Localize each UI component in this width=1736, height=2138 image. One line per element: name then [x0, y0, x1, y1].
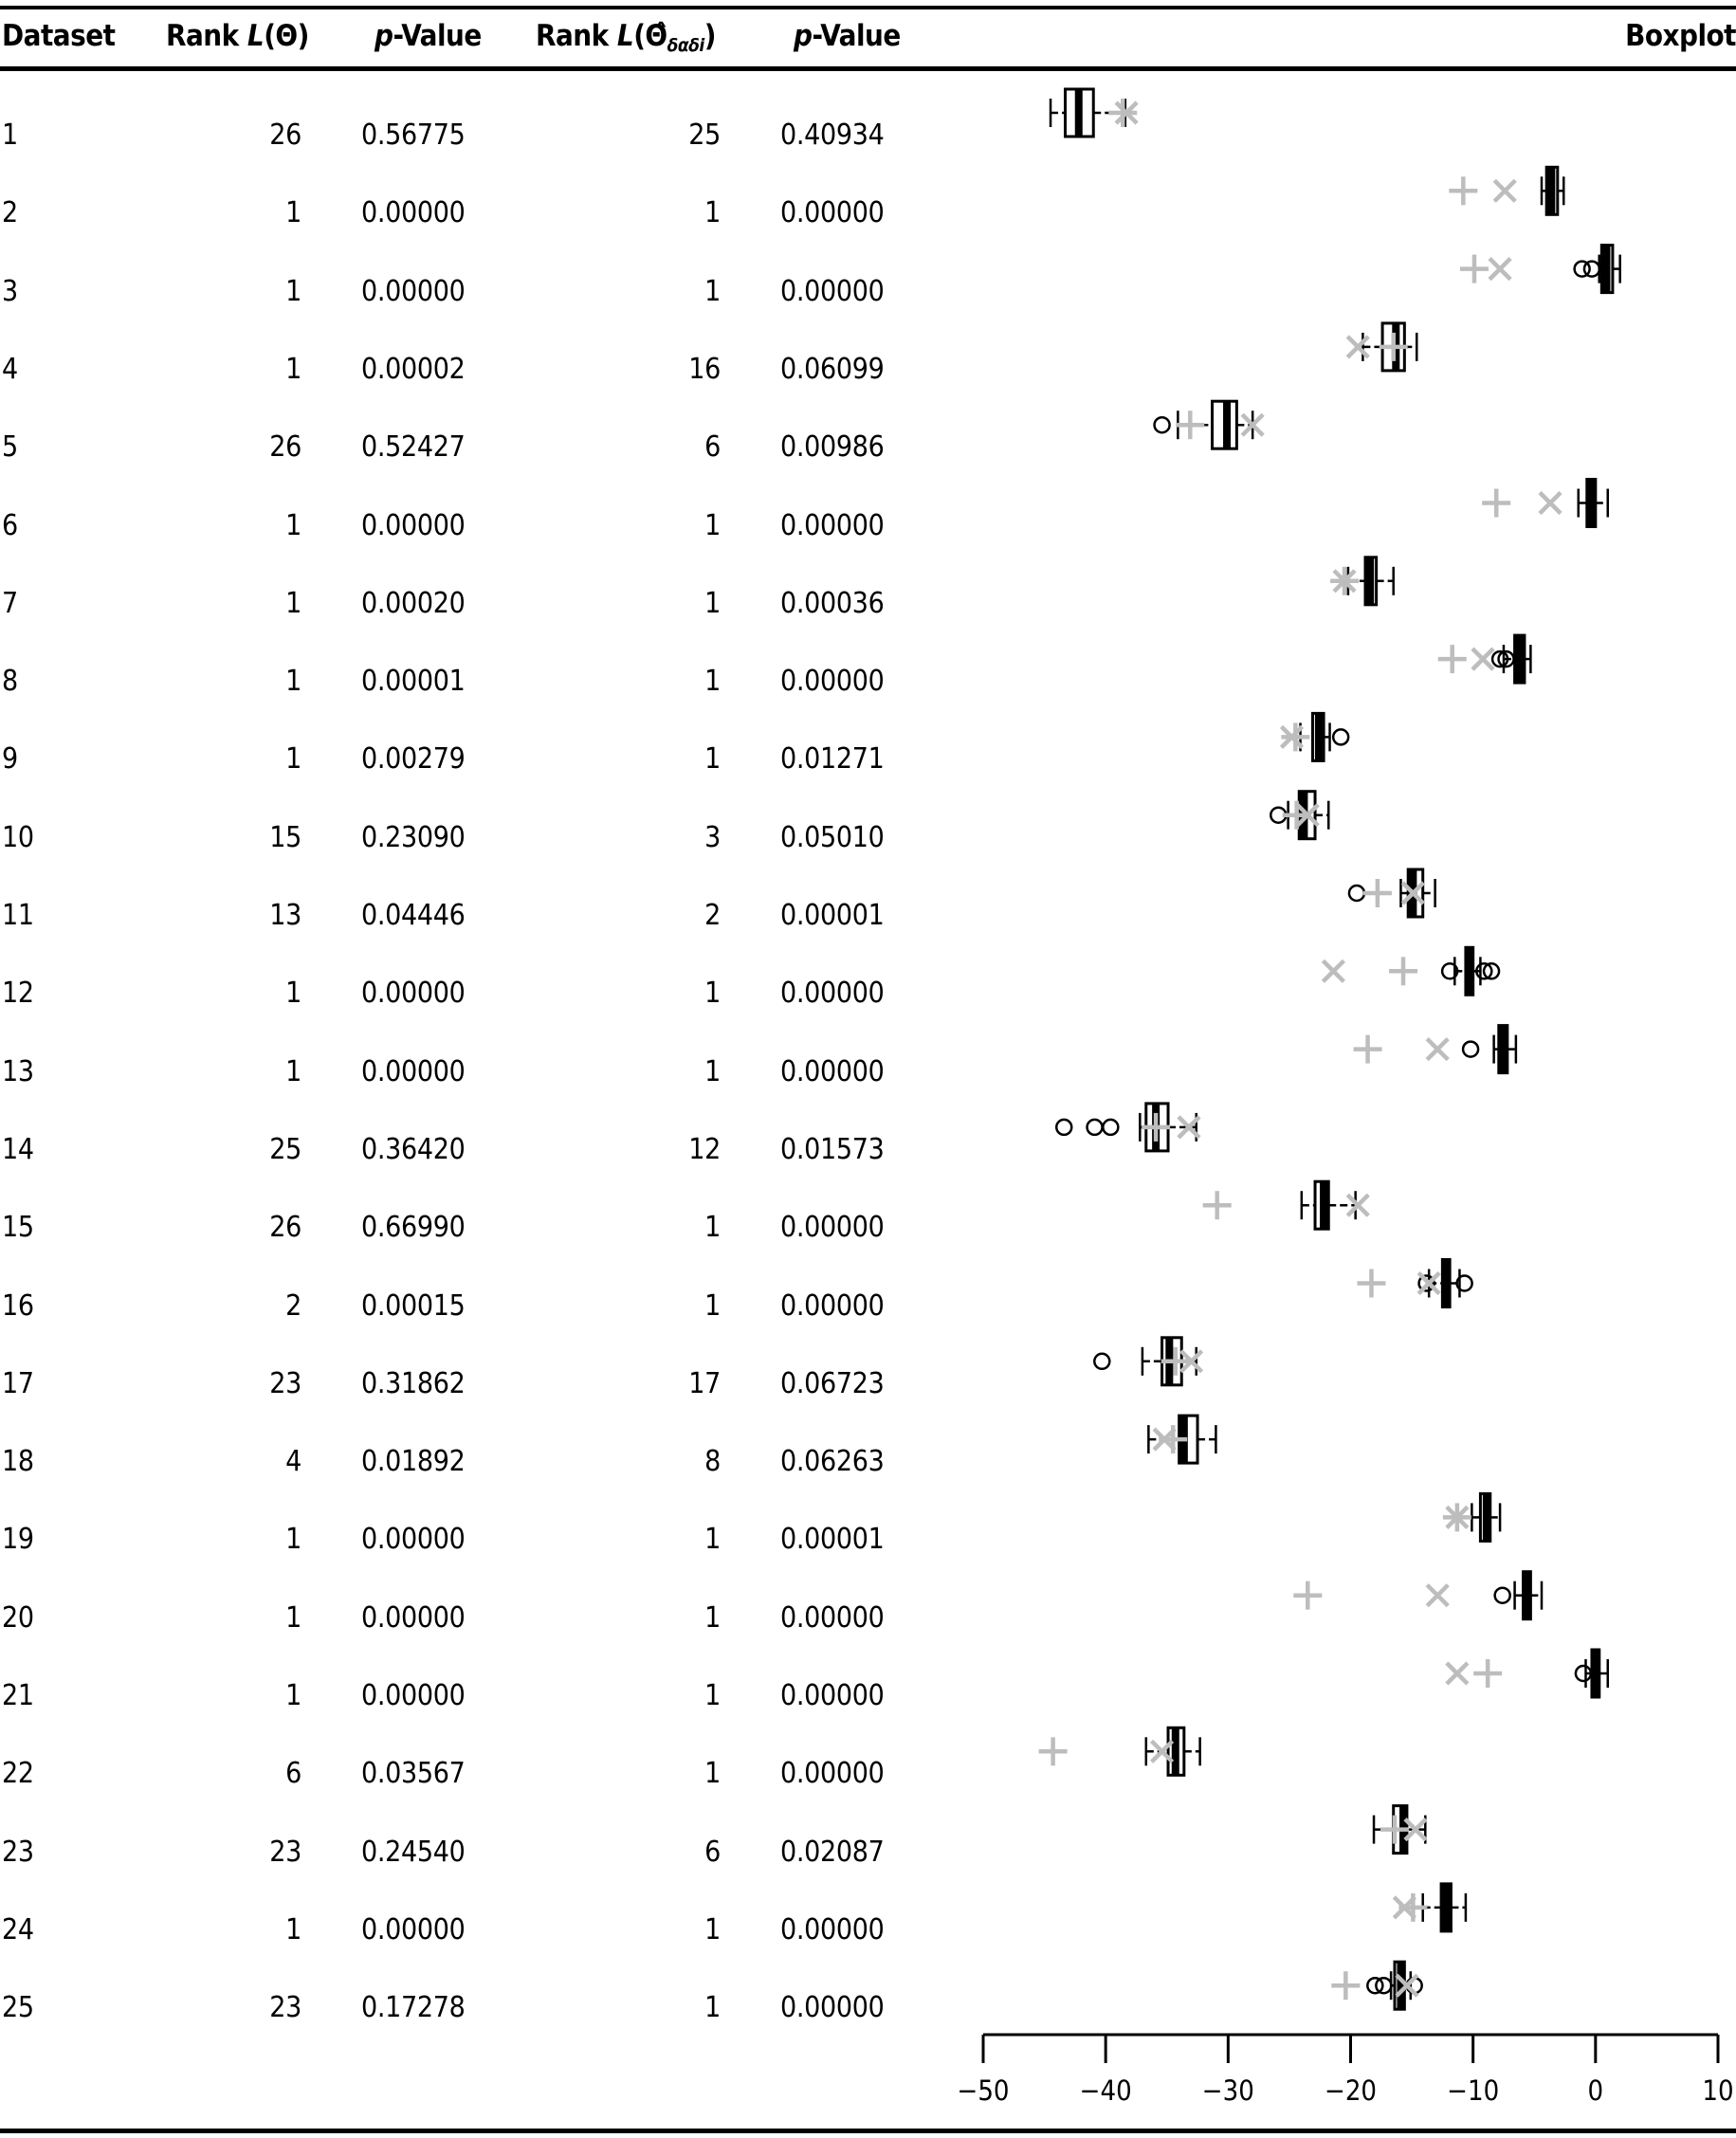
rank-l-theta-cell: 13	[269, 899, 302, 932]
outlier-circle-icon	[1575, 262, 1590, 277]
rank-l-theta-cell: 23	[269, 1835, 302, 1869]
box	[1601, 246, 1613, 293]
cross-marker-icon	[1347, 337, 1368, 357]
rank-l-theta-hat-cell: 1	[704, 977, 721, 1011]
p-value-2-cell: 0.01271	[780, 742, 885, 777]
outlier-circle-icon	[1056, 1120, 1071, 1135]
p-value-1-cell: 0.00279	[361, 742, 466, 777]
cross-marker-icon	[1334, 571, 1355, 592]
p-value-1-cell: 0.00001	[361, 665, 466, 699]
p-value-2-cell: 0.00000	[780, 665, 885, 699]
dataset-cell: 18	[2, 1445, 34, 1479]
p-value-1-cell: 0.00000	[361, 1679, 466, 1712]
cross-marker-icon	[1447, 1507, 1468, 1527]
rank-l-theta-hat-cell: 6	[704, 430, 721, 465]
plus-marker-icon	[1398, 1893, 1427, 1922]
p-value-1-cell: 0.24540	[361, 1835, 466, 1869]
p-value-2-cell: 0.02087	[780, 1835, 885, 1869]
rank-l-theta-cell: 1	[285, 508, 302, 542]
header-boxplot: Boxplot	[1625, 19, 1736, 53]
rank-l-theta-hat-cell: 6	[704, 1835, 721, 1869]
p-value-1-cell: 0.00020	[361, 586, 466, 620]
boxplot-row	[1270, 792, 1328, 839]
cross-marker-icon	[1397, 1975, 1417, 1996]
rank-l-theta-cell: 6	[285, 1757, 302, 1791]
box	[1179, 1416, 1197, 1463]
rank-l-theta-cell: 1	[285, 665, 302, 699]
box	[1382, 323, 1404, 371]
header-p-value-1: p-Value	[375, 19, 482, 53]
cross-marker-icon	[1418, 1273, 1439, 1294]
boxplot-row	[1155, 401, 1264, 448]
cross-marker-icon	[1394, 1897, 1415, 1918]
p-value-2-cell: 0.00000	[780, 1600, 885, 1635]
plus-marker-icon	[1357, 1270, 1385, 1298]
boxplot-row	[1148, 1416, 1215, 1463]
box	[1587, 480, 1596, 527]
p-value-1-cell: 0.00000	[361, 1912, 466, 1946]
p-value-2-cell: 0.00000	[780, 1211, 885, 1245]
plus-marker-icon	[1460, 255, 1489, 283]
outlier-circle-icon	[1492, 651, 1508, 667]
plus-marker-icon	[1389, 957, 1417, 985]
p-value-2-cell: 0.00000	[780, 1288, 885, 1323]
p-value-2-cell: 0.00001	[780, 1523, 885, 1557]
boxplot-row	[1438, 635, 1531, 683]
dataset-cell: 1	[2, 119, 18, 152]
dataset-cell: 16	[2, 1288, 34, 1323]
x-tick-label: −30	[1201, 2074, 1254, 2107]
plus-marker-icon	[1283, 801, 1311, 830]
outlier-circle-icon	[1103, 1120, 1118, 1135]
plus-marker-icon	[1473, 1659, 1502, 1688]
outlier-circle-icon	[1349, 886, 1364, 901]
p-value-1-cell: 0.00000	[361, 1600, 466, 1635]
plus-marker-icon	[1203, 1191, 1232, 1219]
box	[1162, 1338, 1182, 1385]
p-value-2-cell: 0.00000	[780, 1757, 885, 1791]
plus-marker-icon	[1161, 1347, 1190, 1376]
dataset-cell: 2	[2, 196, 18, 230]
rank-l-theta-cell: 1	[285, 1912, 302, 1946]
rank-l-theta-hat-cell: 1	[704, 1679, 721, 1712]
cross-marker-icon	[1540, 493, 1561, 514]
rank-l-theta-hat-cell: 17	[688, 1366, 721, 1400]
boxplot-row	[1094, 1338, 1201, 1385]
boxplot-row	[1203, 1181, 1369, 1229]
outlier-circle-icon	[1584, 262, 1599, 277]
p-value-2-cell: 0.06723	[780, 1366, 885, 1400]
x-tick-label: −50	[957, 2074, 1010, 2107]
p-value-1-cell: 0.00000	[361, 508, 466, 542]
p-value-2-cell: 0.00986	[780, 430, 885, 465]
dataset-cell: 4	[2, 352, 18, 386]
dataset-cell: 25	[2, 1991, 34, 2025]
header-rank-l-theta: Rank L(Θ)	[166, 19, 309, 53]
outlier-circle-icon	[1094, 1354, 1109, 1369]
boxplot-row	[1354, 1026, 1516, 1073]
p-value-2-cell: 0.00001	[780, 899, 885, 932]
dataset-cell: 10	[2, 820, 34, 854]
boxplot-row	[1039, 1727, 1200, 1775]
rank-l-theta-cell: 23	[269, 1991, 302, 2025]
dataset-cell: 11	[2, 899, 34, 932]
box	[1365, 557, 1377, 605]
x-tick-label: 0	[1587, 2074, 1604, 2107]
p-value-1-cell: 0.66990	[361, 1211, 466, 1245]
header-rank-l-theta-hat: Rank $L(\Thetâ_{\delta\alpha\delta i})$	[536, 19, 716, 56]
dataset-cell: 14	[2, 1132, 34, 1166]
rank-l-theta-cell: 1	[285, 352, 302, 386]
boxplot-row	[1394, 1884, 1466, 1931]
outlier-circle-icon	[1087, 1120, 1103, 1135]
cross-marker-icon	[1152, 1741, 1173, 1762]
p-value-2-cell: 0.06263	[780, 1445, 885, 1479]
rank-l-theta-cell: 1	[285, 742, 302, 777]
cross-marker-icon	[1282, 726, 1303, 747]
dataset-cell: 13	[2, 1054, 34, 1088]
boxplot-row	[1056, 1104, 1199, 1151]
plus-marker-icon	[1293, 1581, 1322, 1610]
plus-marker-icon	[1363, 879, 1392, 907]
cross-marker-icon	[1489, 259, 1510, 280]
rank-l-theta-hat-cell: 12	[688, 1132, 721, 1166]
rank-l-theta-hat-cell: 1	[704, 1600, 721, 1635]
box	[1066, 89, 1094, 137]
p-value-1-cell: 0.31862	[361, 1366, 466, 1400]
rank-l-theta-hat-cell: 3	[704, 820, 721, 854]
outlier-circle-icon	[1457, 1276, 1472, 1291]
plus-marker-icon	[1330, 567, 1359, 595]
p-value-2-cell: 0.00000	[780, 977, 885, 1011]
plus-marker-icon	[1438, 645, 1467, 673]
cross-marker-icon	[1472, 649, 1493, 669]
rank-l-theta-cell: 15	[269, 820, 302, 854]
p-value-2-cell: 0.00000	[780, 1991, 885, 2025]
boxplot-row	[1330, 557, 1394, 605]
rank-l-theta-hat-cell: 1	[704, 1523, 721, 1557]
box	[1524, 1572, 1531, 1619]
p-value-2-cell: 0.05010	[780, 820, 885, 854]
outlier-circle-icon	[1476, 963, 1491, 978]
cross-marker-icon	[1447, 1663, 1468, 1684]
boxplot-row	[1482, 480, 1608, 527]
outlier-circle-icon	[1333, 729, 1348, 744]
box	[1546, 167, 1558, 214]
plus-marker-icon	[1142, 1113, 1170, 1142]
dataset-cell: 19	[2, 1523, 34, 1557]
rank-l-theta-cell: 26	[269, 430, 302, 465]
rank-l-theta-hat-cell: 1	[704, 196, 721, 230]
dataset-cell: 3	[2, 274, 18, 308]
rank-l-theta-hat-cell: 1	[704, 274, 721, 308]
boxplot-row	[1447, 1650, 1608, 1697]
outlier-circle-icon	[1270, 808, 1286, 823]
outlier-circle-icon	[1463, 1042, 1478, 1057]
plus-marker-icon	[1354, 1035, 1382, 1064]
rank-l-theta-cell: 26	[269, 1211, 302, 1245]
rank-l-theta-cell: 4	[285, 1445, 302, 1479]
boxplot-row	[1349, 869, 1435, 917]
box	[1312, 713, 1324, 760]
box	[1515, 635, 1525, 683]
boxplot-row	[1323, 947, 1499, 995]
p-value-2-cell: 0.40934	[780, 119, 885, 152]
boxplot-row	[1460, 246, 1620, 293]
plus-marker-icon	[1176, 411, 1204, 439]
plus-marker-icon	[1281, 722, 1309, 751]
plus-marker-icon	[1449, 176, 1477, 205]
box	[1499, 1026, 1508, 1073]
rank-l-theta-hat-cell: 1	[704, 1991, 721, 2025]
cross-marker-icon	[1347, 1195, 1368, 1215]
box	[1394, 1806, 1407, 1854]
plus-marker-icon	[1380, 1816, 1409, 1844]
rank-l-theta-cell: 26	[269, 119, 302, 152]
outlier-circle-icon	[1576, 1666, 1591, 1681]
dataset-cell: 8	[2, 665, 18, 699]
dataset-cell: 21	[2, 1679, 34, 1712]
p-value-1-cell: 0.00000	[361, 1523, 466, 1557]
p-value-1-cell: 0.17278	[361, 1991, 466, 2025]
p-value-1-cell: 0.03567	[361, 1757, 466, 1791]
p-value-2-cell: 0.00000	[780, 1054, 885, 1088]
cross-marker-icon	[1494, 180, 1515, 201]
box	[1466, 947, 1473, 995]
outlier-circle-icon	[1367, 1978, 1382, 1993]
p-value-2-cell: 0.00000	[780, 196, 885, 230]
boxplot-row	[1293, 1572, 1542, 1619]
rank-l-theta-hat-cell: 1	[704, 1054, 721, 1088]
header-p-value-2: p-Value	[794, 19, 901, 53]
rank-l-theta-cell: 25	[269, 1132, 302, 1166]
boxplot-row	[1281, 713, 1348, 760]
rank-l-theta-cell: 1	[285, 977, 302, 1011]
box	[1315, 1181, 1328, 1229]
p-value-1-cell: 0.00000	[361, 196, 466, 230]
plus-marker-icon	[1159, 1425, 1187, 1453]
cross-marker-icon	[1297, 805, 1318, 826]
rank-l-theta-hat-cell: 1	[704, 1757, 721, 1791]
p-value-2-cell: 0.00000	[780, 508, 885, 542]
cross-marker-icon	[1116, 102, 1137, 123]
cross-marker-icon	[1427, 1039, 1448, 1060]
outlier-circle-icon	[1484, 963, 1499, 978]
top-rule	[0, 6, 1736, 9]
p-value-1-cell: 0.36420	[361, 1132, 466, 1166]
plus-marker-icon	[1380, 333, 1408, 361]
cross-marker-icon	[1405, 1819, 1426, 1840]
rank-l-theta-hat-cell: 8	[704, 1445, 721, 1479]
outlier-circle-icon	[1376, 1978, 1391, 1993]
box	[1395, 1962, 1404, 2009]
dataset-cell: 20	[2, 1600, 34, 1635]
rank-l-theta-cell: 2	[285, 1288, 302, 1323]
rank-l-theta-hat-cell: 16	[688, 352, 721, 386]
rank-l-theta-hat-cell: 1	[704, 508, 721, 542]
rank-l-theta-cell: 23	[269, 1366, 302, 1400]
x-tick-label: 10	[1702, 2074, 1734, 2107]
cross-marker-icon	[1427, 1585, 1448, 1606]
plus-marker-icon	[1331, 1971, 1360, 2000]
boxplot-row	[1357, 1260, 1471, 1307]
dataset-cell: 23	[2, 1835, 34, 1869]
dataset-cell: 7	[2, 586, 18, 620]
p-value-2-cell: 0.01573	[780, 1132, 885, 1166]
plus-marker-icon	[1482, 489, 1510, 518]
dataset-cell: 22	[2, 1757, 34, 1791]
x-axis	[983, 2035, 1718, 2063]
header-rule	[0, 66, 1736, 71]
cross-marker-icon	[1179, 1117, 1199, 1138]
p-value-2-cell: 0.00000	[780, 1679, 885, 1712]
p-value-2-cell: 0.00000	[780, 274, 885, 308]
p-value-1-cell: 0.00000	[361, 977, 466, 1011]
x-tick-label: −20	[1324, 2074, 1378, 2107]
outlier-circle-icon	[1419, 1276, 1434, 1291]
boxplot-row	[1449, 167, 1563, 214]
boxplot-row	[1331, 1962, 1421, 2009]
p-value-1-cell: 0.23090	[361, 820, 466, 854]
cross-marker-icon	[1181, 1351, 1202, 1372]
p-value-2-cell: 0.06099	[780, 352, 885, 386]
rank-l-theta-hat-cell: 1	[704, 665, 721, 699]
p-value-1-cell: 0.00015	[361, 1288, 466, 1323]
box	[1592, 1650, 1599, 1697]
p-value-1-cell: 0.52427	[361, 430, 466, 465]
rank-l-theta-cell: 1	[285, 1054, 302, 1088]
box	[1441, 1884, 1451, 1931]
dataset-cell: 6	[2, 508, 18, 542]
outlier-circle-icon	[1407, 1978, 1422, 1993]
boxplot-row	[1347, 323, 1416, 371]
rank-l-theta-cell: 1	[285, 1600, 302, 1635]
boxplot-row	[1051, 89, 1137, 137]
p-value-2-cell: 0.00000	[780, 1912, 885, 1946]
plus-marker-icon	[1108, 99, 1137, 127]
box	[1213, 401, 1237, 448]
rank-l-theta-cell: 1	[285, 1679, 302, 1712]
dataset-cell: 24	[2, 1912, 34, 1946]
dataset-cell: 12	[2, 977, 34, 1011]
boxplot-row	[1443, 1493, 1500, 1541]
rank-l-theta-cell: 1	[285, 274, 302, 308]
plus-marker-icon	[1443, 1503, 1471, 1531]
box	[1480, 1493, 1489, 1541]
dataset-cell: 15	[2, 1211, 34, 1245]
dataset-cell: 5	[2, 430, 18, 465]
rank-l-theta-cell: 1	[285, 1523, 302, 1557]
rank-l-theta-cell: 1	[285, 586, 302, 620]
cross-marker-icon	[1402, 883, 1423, 904]
dataset-cell: 9	[2, 742, 18, 777]
rank-l-theta-hat-cell: 1	[704, 586, 721, 620]
dataset-cell: 17	[2, 1366, 34, 1400]
box	[1442, 1260, 1450, 1307]
rank-l-theta-hat-cell: 1	[704, 742, 721, 777]
p-value-1-cell: 0.04446	[361, 899, 466, 932]
p-value-2-cell: 0.00036	[780, 586, 885, 620]
bottom-rule	[0, 2129, 1736, 2133]
rank-l-theta-hat-cell: 1	[704, 1912, 721, 1946]
box	[1168, 1727, 1184, 1775]
cross-marker-icon	[1242, 414, 1263, 435]
outlier-circle-icon	[1155, 417, 1170, 432]
rank-l-theta-hat-cell: 1	[704, 1288, 721, 1323]
outlier-circle-icon	[1442, 963, 1457, 978]
plus-marker-icon	[1039, 1737, 1068, 1765]
p-value-1-cell: 0.56775	[361, 119, 466, 152]
cross-marker-icon	[1323, 960, 1343, 981]
p-value-1-cell: 0.00000	[361, 274, 466, 308]
x-tick-label: −10	[1447, 2074, 1500, 2107]
p-value-1-cell: 0.00000	[361, 1054, 466, 1088]
header-dataset: Dataset	[2, 19, 116, 53]
x-tick-label: −40	[1079, 2074, 1132, 2107]
rank-l-theta-hat-cell: 2	[704, 899, 721, 932]
boxplot-row	[1374, 1806, 1426, 1854]
rank-l-theta-hat-cell: 1	[704, 1211, 721, 1245]
rank-l-theta-cell: 1	[285, 196, 302, 230]
box	[1299, 792, 1315, 839]
p-value-1-cell: 0.00002	[361, 352, 466, 386]
box	[1408, 869, 1423, 917]
p-value-1-cell: 0.01892	[361, 1445, 466, 1479]
outlier-circle-icon	[1499, 651, 1514, 667]
outlier-circle-icon	[1495, 1588, 1510, 1603]
rank-l-theta-hat-cell: 25	[688, 119, 721, 152]
cross-marker-icon	[1154, 1429, 1175, 1450]
box	[1146, 1104, 1168, 1151]
